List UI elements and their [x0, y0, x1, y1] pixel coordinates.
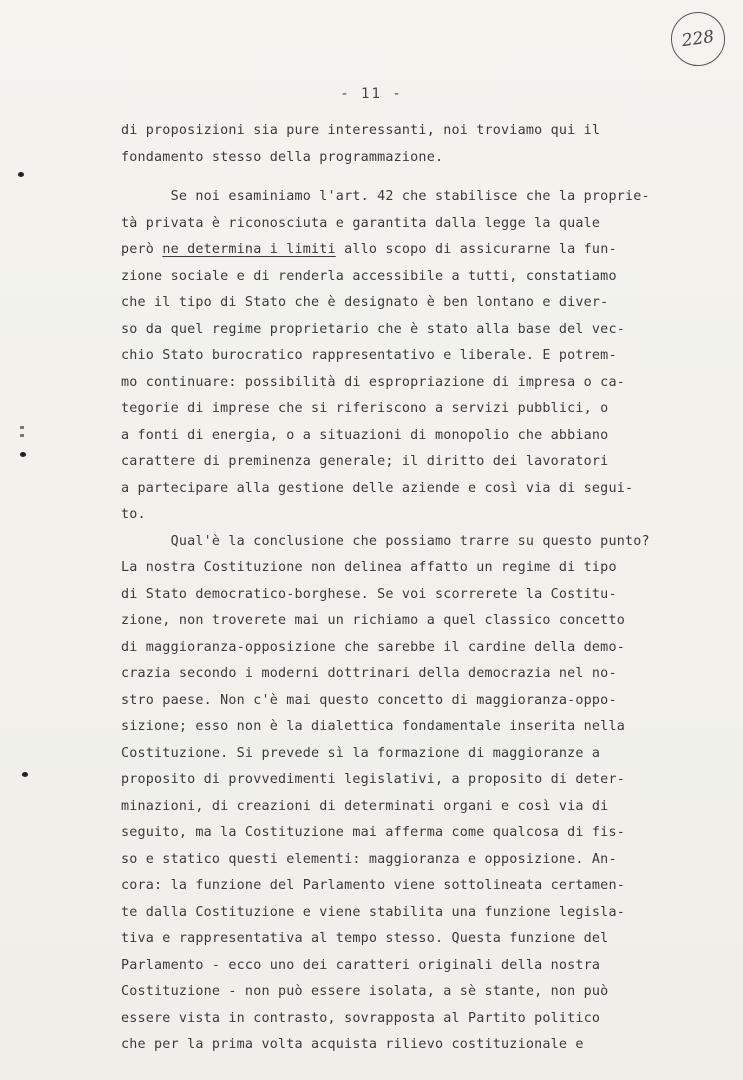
text-line: so e statico questi elementi: maggioranza e opposizione. An- [121, 851, 617, 867]
text-line: crazia secondo i moderni dottrinari della democrazia nel no- [121, 666, 617, 681]
text-line: tà privata è riconosciuta e garantita dalla legge la quale [121, 215, 601, 231]
document-body [121, 118, 676, 1059]
line-prefix: però [121, 242, 163, 257]
text-line-with-underline [121, 237, 676, 264]
margin-mark [22, 772, 28, 777]
archive-stamp [668, 9, 729, 70]
text-line: stro paese. Non c'è mai questo concetto di maggioranza-oppo- [121, 692, 617, 708]
text-line: mo continuare: possibilità di espropriazione di impresa o ca- [121, 374, 625, 390]
text-line: tiva e rappresentativa al tempo stesso. Questa funzione del [121, 931, 609, 946]
margin-bleed-mark [20, 426, 24, 429]
page-number: - 11 - [340, 86, 403, 102]
text-line: che il tipo di Stato che è designato è ben lontano e diver- [121, 295, 609, 310]
text-line: Costituzione - non può essere isolata, a sè stante, non può [121, 984, 609, 999]
text-line: zione sociale e di renderla accessibile a tutti, constatiamo [121, 268, 617, 284]
text-line: a fonti di energia, o a situazioni di monopolio che abbiano [121, 427, 609, 443]
archive-stamp-number: 228 [680, 26, 716, 52]
text-line: che per la prima volta acquista rilievo costituzionale e [121, 1037, 584, 1052]
text-line: seguito, ma la Costituzione mai afferma come qualcosa di fis- [121, 825, 625, 840]
underlined-phrase: ne determina i limiti [162, 242, 336, 257]
margin-mark [20, 452, 26, 457]
text-line: Se noi esaminiamo l'art. 42 che stabilisce che la proprie- [121, 189, 650, 204]
text-line: minazioni, di creazioni di determinati organi e così via di [121, 798, 609, 814]
text-line: cora: la funzione del Parlamento viene sottolineata certamen- [121, 878, 625, 893]
text-line: essere vista in contrasto, sovrapposta al Partito politico [121, 1010, 601, 1026]
text-line: Qual'è la conclusione che possiamo trarre su questo punto? [121, 533, 650, 549]
text-line: so da quel regime proprietario che è stato alla base del vec- [121, 321, 625, 337]
line-suffix: allo scopo di assicurarne la fun- [335, 242, 617, 257]
text-line: chio Stato burocratico rappresentativo e liberale. E potrem- [121, 348, 617, 363]
text-line: te dalla Costituzione e viene stabilita una funzione legisla- [121, 904, 625, 920]
text-line: di proposizioni sia pure interessanti, noi troviamo qui il [121, 123, 601, 138]
text-line: fondamento stesso della programmazione. [121, 149, 444, 165]
text-line: carattere di preminenza generale; il diritto dei lavoratori [121, 454, 609, 469]
text-line: to. [121, 507, 146, 522]
text-line: La nostra Costituzione non delinea affatto un regime di tipo [121, 560, 617, 575]
text-line: a partecipare alla gestione delle aziende e così via di segui- [121, 480, 634, 496]
margin-bleed-mark [20, 434, 24, 437]
text-line: di maggioranza-opposizione che sarebbe il cardine della demo- [121, 639, 625, 655]
paragraph-gap [121, 171, 676, 184]
margin-mark [18, 172, 24, 177]
text-line: proposito di provvedimenti legislativi, a proposito di deter- [121, 772, 625, 787]
text-line: Costituzione. Si prevede sì la formazione di maggioranze a [121, 745, 601, 761]
text-line: tegorie di imprese che si riferiscono a servizi pubblici, o [121, 401, 609, 416]
text-line: sizione; esso non è la dialettica fondamentale inserita nella [121, 719, 625, 734]
text-line: di Stato democratico-borghese. Se voi scorrerete la Costitu- [121, 586, 617, 602]
text-line: Parlamento - ecco uno dei caratteri originali della nostra [121, 957, 601, 973]
text-line: zione, non troverete mai un richiamo a quel classico concetto [121, 613, 625, 628]
